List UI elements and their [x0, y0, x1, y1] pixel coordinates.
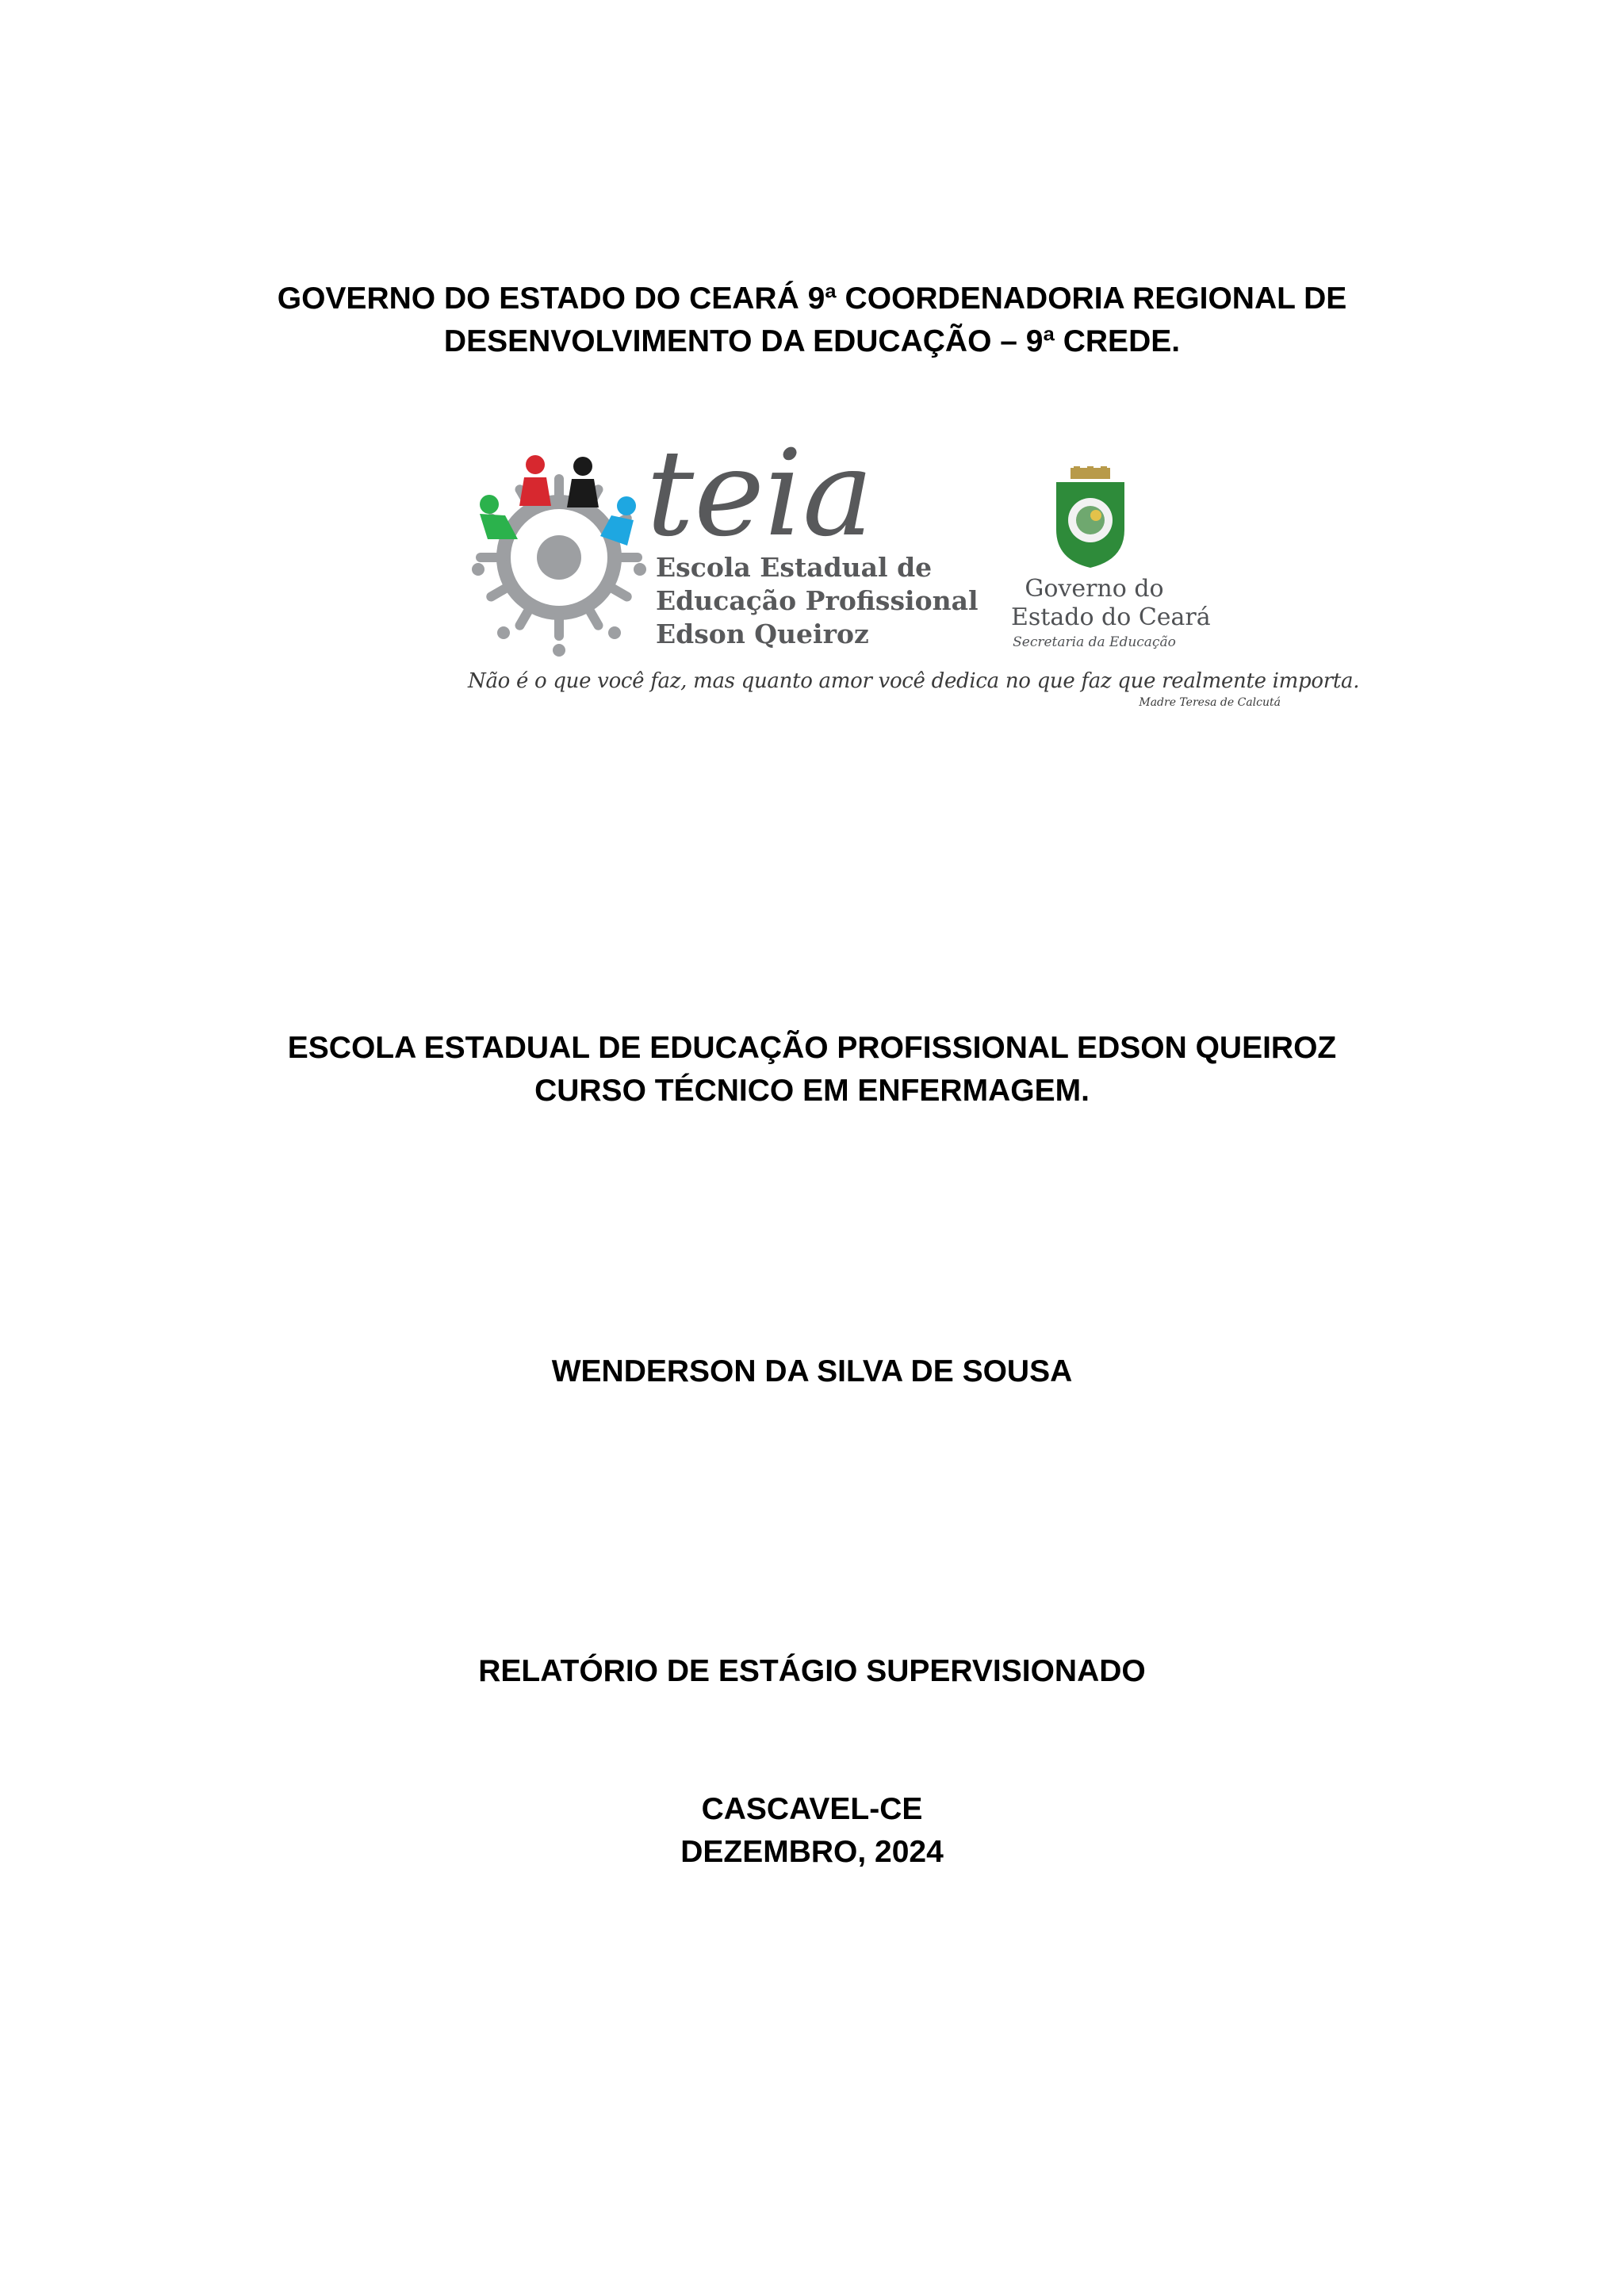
report-title: RELATÓRIO DE ESTÁGIO SUPERVISIONADO: [478, 1654, 1146, 1688]
teia-line-2: Educação Profissional: [656, 585, 979, 616]
place-date: DEZEMBRO, 2024: [680, 1835, 944, 1869]
author-block: [0, 1350, 1624, 1393]
gov-line-1: Governo do: [1025, 575, 1164, 603]
title-block: [0, 1650, 1624, 1693]
teia-line-3: Edson Queiroz: [656, 618, 869, 649]
header-block: [0, 278, 1624, 363]
governo-ceara-text: [1011, 575, 1211, 653]
header-line-1: GOVERNO DO ESTADO DO CEARÁ 9ª COORDENADORIA REGIONAL DE: [277, 281, 1347, 316]
ceara-coat-of-arms-icon: [1047, 466, 1134, 569]
gov-line-2: Estado do Ceará: [1011, 603, 1211, 631]
banner-quote: Não é o que você faz, mas quanto amor você dedica no que faz que realmente importa.: [468, 669, 1360, 693]
school-block: [0, 1027, 1624, 1113]
teia-school-name: [656, 551, 979, 651]
school-line-2: CURSO TÉCNICO EM ENFERMAGEM.: [534, 1074, 1090, 1108]
teia-wordmark: teia: [646, 425, 874, 563]
school-line-1: ESCOLA ESTADUAL DE EDUCAÇÃO PROFISSIONAL EDSON QUEIROZ: [287, 1031, 1337, 1065]
place-city: CASCAVEL-CE: [701, 1792, 923, 1826]
logo-banner: [456, 425, 1360, 730]
author-name: WENDERSON DA SILVA DE SOUSA: [551, 1354, 1073, 1388]
place-date-block: [0, 1788, 1624, 1874]
teia-people-circle-icon: [456, 450, 662, 657]
header-line-2: DESENVOLVIMENTO DA EDUCAÇÃO – 9ª CREDE.: [443, 324, 1181, 358]
teia-line-1: Escola Estadual de: [656, 552, 933, 583]
gov-line-3: Secretaria da Educação: [1013, 634, 1176, 650]
banner-quote-author: Madre Teresa de Calcutá: [1139, 696, 1281, 709]
